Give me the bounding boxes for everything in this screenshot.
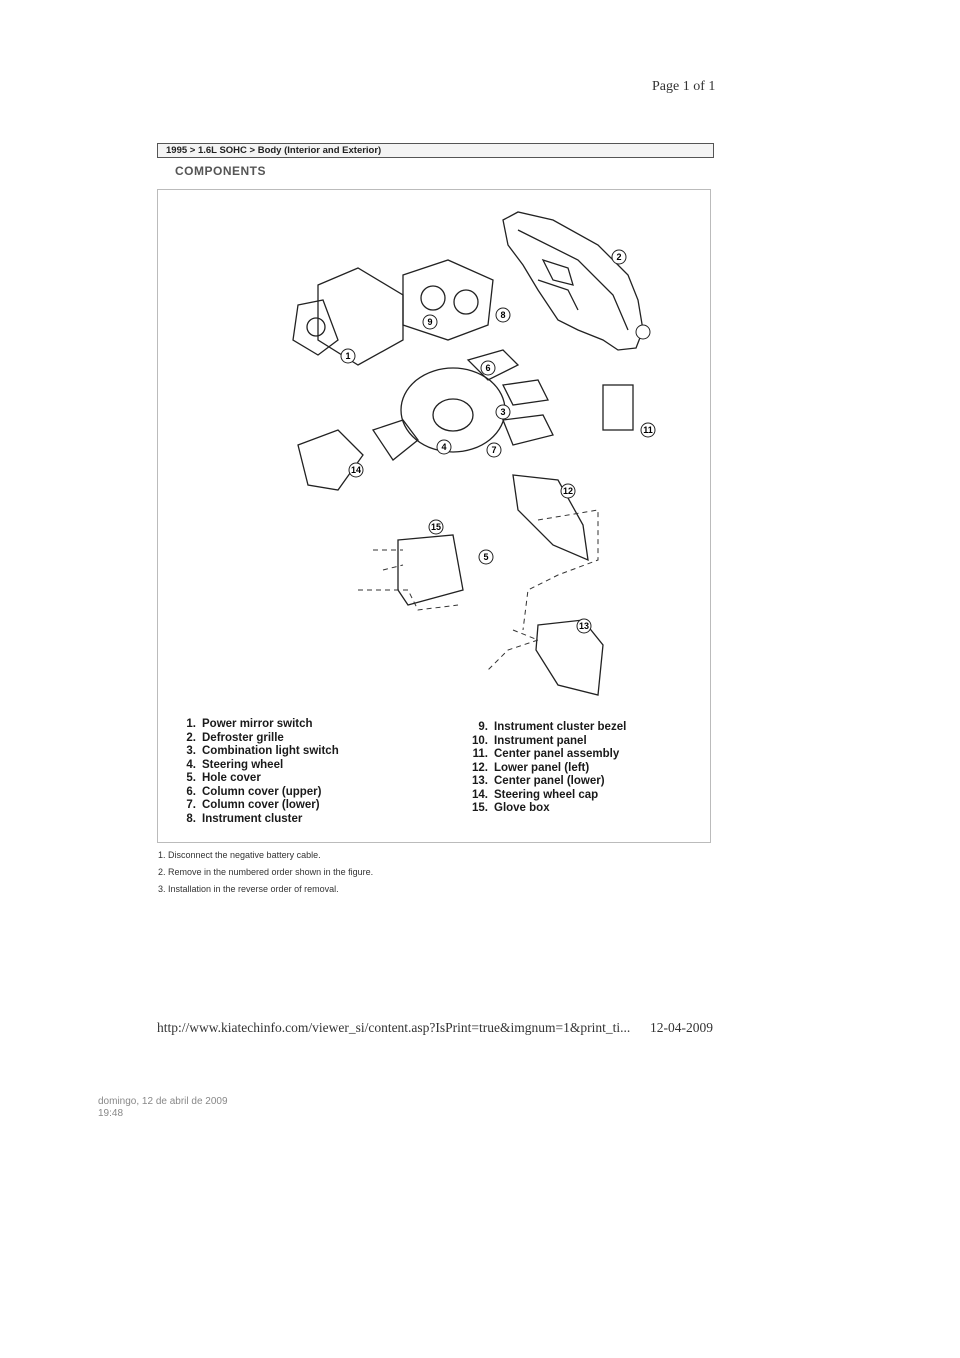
svg-text:5: 5 xyxy=(483,552,489,562)
legend-item: 6. Column cover (upper) xyxy=(186,785,322,798)
callout-2 xyxy=(612,250,626,264)
center-panel-lower-drawing xyxy=(536,620,603,695)
legend-item: 7. Column cover (lower) xyxy=(186,799,320,811)
legend-item: 2. Defroster grille xyxy=(186,731,284,744)
breadcrumb: 1995 > 1.6L SOHC > Body (Interior and Exterior) xyxy=(157,143,714,158)
combination-switch-drawing xyxy=(503,380,548,405)
callout-9 xyxy=(423,315,437,329)
callout-5 xyxy=(479,550,493,564)
step-item: 1. Disconnect the negative battery cable. xyxy=(158,849,321,860)
step-item: 2. Remove in the numbered order shown in the figure. xyxy=(158,866,374,877)
legend-item: 12. Lower panel (left) xyxy=(472,761,590,774)
callout-11 xyxy=(641,423,655,437)
callout-13 xyxy=(577,619,591,633)
svg-text:13: 13 xyxy=(578,621,590,631)
stamp-date: domingo, 12 de abril de 2009 xyxy=(98,1096,228,1107)
legend-item: 4. Steering wheel xyxy=(186,758,284,771)
svg-text:14: 14 xyxy=(350,465,362,475)
components-figure xyxy=(157,189,711,843)
svg-text:1: 1 xyxy=(345,351,351,361)
page-number-label: Page 1 of 1 xyxy=(652,79,716,94)
footer-url: http://www.kiatechinfo.com/viewer_si/content.asp?IsPrint=true&imgnum=1&print_ti... xyxy=(157,1020,631,1035)
column-cover-lower-drawing xyxy=(503,415,553,445)
legend-item: 9. Instrument cluster bezel xyxy=(478,721,627,733)
section-title: COMPONENTS xyxy=(175,164,267,178)
svg-text:11: 11 xyxy=(643,425,653,435)
legend-item: 10. Instrument panel xyxy=(472,734,587,747)
svg-text:15: 15 xyxy=(430,522,442,532)
steering-wheel-drawing xyxy=(401,368,505,452)
svg-text:3: 3 xyxy=(500,407,506,417)
legend-item: 13. Center panel (lower) xyxy=(472,775,605,787)
legend-item: 11. Center panel assembly xyxy=(472,748,620,760)
legend-item: 1. Power mirror switch xyxy=(186,718,313,730)
legend-item: 5. Hole cover xyxy=(186,772,261,784)
callout-1 xyxy=(341,349,355,363)
legend-item: 14. Steering wheel cap xyxy=(472,788,599,801)
legend-item: 3. Combination light switch xyxy=(186,745,339,757)
defroster-grille-drawing xyxy=(543,260,573,285)
instrument-cluster-drawing xyxy=(403,260,493,340)
callout-12 xyxy=(561,484,575,498)
legend-item: 8. Instrument cluster xyxy=(186,812,303,825)
callout-8 xyxy=(496,308,510,322)
callout-14 xyxy=(349,463,363,477)
svg-text:9: 9 xyxy=(427,317,433,327)
timestamp-stamp xyxy=(98,1096,228,1120)
svg-text:12: 12 xyxy=(562,486,574,496)
footer-date: 12-04-2009 xyxy=(650,1020,713,1035)
callout-6 xyxy=(481,361,495,375)
glove-box-drawing xyxy=(398,535,463,605)
callout-15 xyxy=(429,520,443,534)
svg-text:4: 4 xyxy=(441,442,447,452)
callout-4 xyxy=(437,440,451,454)
power-mirror-switch-drawing xyxy=(293,300,338,355)
legend-item: 15. Glove box xyxy=(472,802,550,814)
procedure-steps xyxy=(158,846,373,897)
cluster-bezel-drawing xyxy=(318,268,403,365)
svg-text:8: 8 xyxy=(500,310,506,320)
steering-wheel-cap-drawing xyxy=(298,430,363,490)
stamp-time: 19:48 xyxy=(98,1108,124,1119)
svg-text:7: 7 xyxy=(491,445,497,455)
step-item: 3. Installation in the reverse order of removal. xyxy=(158,883,339,894)
legend-right-column xyxy=(468,721,626,816)
legend-left-column xyxy=(178,718,339,826)
svg-text:2: 2 xyxy=(616,252,622,262)
svg-text:6: 6 xyxy=(485,363,491,373)
callout-7 xyxy=(487,443,501,457)
callout-10 xyxy=(636,325,650,339)
center-panel-assembly-drawing xyxy=(603,385,633,430)
callout-3 xyxy=(496,405,510,419)
